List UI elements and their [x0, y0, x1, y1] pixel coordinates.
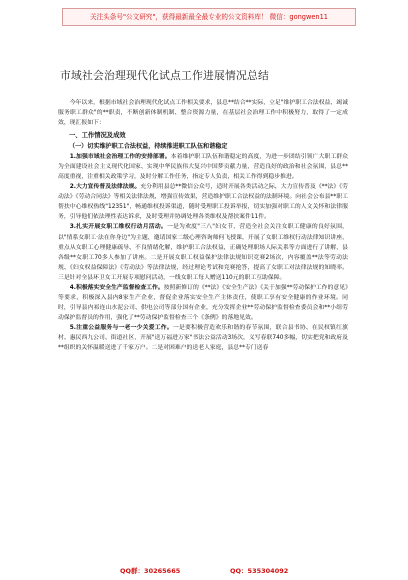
- qq-group-text: QQ群：30265665: [120, 567, 181, 575]
- paragraph-1-lead: 1.加强市域社会治理工作的安排部署。: [69, 154, 171, 161]
- qq-contact-text: QQ：535304092: [230, 567, 289, 575]
- subsection-heading: （一）切实维护职工合法权益，持续推进职工队伍和谐稳定: [69, 143, 228, 151]
- paragraph-2: [58, 182, 348, 222]
- paragraph-5: [58, 323, 348, 353]
- paragraph-5-lead: 5.注重公益服务与一老一少关爱工作。: [69, 324, 173, 331]
- paragraph-3: [58, 222, 348, 282]
- promo-banner: 关注头条号"公文研究"，获得最新最全最专业的公文资料库！ 微信：gongwen11: [62, 8, 356, 26]
- paragraph-1-body: 本着维护职工队伍和谐稳定的高度，为进一步团结引领广大职工群众为全面建设社会主义现代化国家、实现中华民族伟大复兴中国梦贡献力量，营造良好的政治和社会氛围，县总**高度重视，注重相关政策学习，及时分解工作任务，指定专人负责，相关工作得到稳步推进。: [58, 154, 348, 181]
- paragraph-2-body: 充分利用县总**微信公众号，适时开展各类活动之际，大力宣传普及《**法》《劳动法》《劳动合同法》等相关法律法规，增强宣传效果，营造维护职工合法权益的法制环境。向社会公布县**职工帮扶中心维权热线"12351"，畅通维权投诉渠道，随时受理职工投诉举报，切实加强对职工的人文关怀和法律服务，引导他们依法理性表达诉求，及时受理并协调处理各类维权及帮扶案件11件。: [58, 184, 348, 221]
- paragraph-4-body: 按照新修订的《**法》《安全生产法》《关于加强**劳动保护工作的意见》等要求，积极深入县内8家生产企业，督促企业落实安全生产主体责任，使职工享有安全健康的作业环境。同时，引导县内祁连山水泥公司、供电公司等部分国有企业，充分发挥企业**劳动保护监督检查委员会和**小组劳动保护监督员的作用，强化了**劳动保护监督检查三个《条例》的落地见效。: [58, 284, 348, 321]
- paragraph-4: [58, 283, 348, 323]
- footer: [0, 566, 408, 576]
- paragraph-3-lead: 3.扎实开展女职工维权行动月活动。: [69, 224, 167, 231]
- document-body: [58, 98, 348, 353]
- paragraph-5-body: 一是要积极营造欢乐和谐的春节氛围，联合县书协、在民权镇红旗村、惠民西九公司、街道社区，开展"送万福进万家"书法公益活动3场次，义写春联740多幅，切实把党和政府及**组织的关怀温暖送进了千家万户。二是对困难户的送老人家庭，县总**专门送春: [58, 324, 348, 352]
- paragraph-2-lead: 2.大力宣传普及法律法规。: [69, 184, 141, 191]
- paragraph-1: [58, 152, 348, 182]
- document-title: 市域社会治理现代化试点工作进展情况总结: [60, 69, 269, 82]
- intro-paragraph: 今年以来，根据市域社会治理现代化试点工作相关要求，县总**结合**实际，立足"维护职工合法权益、竭诚服务职工群众"的**职责，不断创新体制机制、整合资源力量，在基层社会治理工作中积极努力，取得了一定成效，现汇报如下：: [58, 100, 348, 127]
- section-heading: 一、工作情况及成效: [69, 132, 126, 140]
- paragraph-3-body: 一是为欢度"三八"妇女节，营造全社会关注女职工健康的良好氛围，以"情系女职工·法在你身边"为主题，邀请国家二级心理咨询师何飞授课，开展了女职工维权行动法律知识讲座，重点从女职工心理健康疏导、不良情绪化解，维护职工合法权益，正确处理职场人际关系等方面进行了讲解，县各级**女职工70多人参加了讲座。二是开展女职工权益保护法律法规知识竞赛2场次，内容覆盖**法等劳动法规、《妇女权益保障法》《劳动法》等法律法规，经过理论考试和竞赛抢答，提高了女职工对法律法规的知晓率。三是针对全县环卫女工开展专项慰问活动，一线女职工每人赠送110元的职工互助保障。: [58, 224, 349, 281]
- paragraph-4-lead: 4.积极落实安全生产监督检查工作。: [69, 284, 164, 291]
